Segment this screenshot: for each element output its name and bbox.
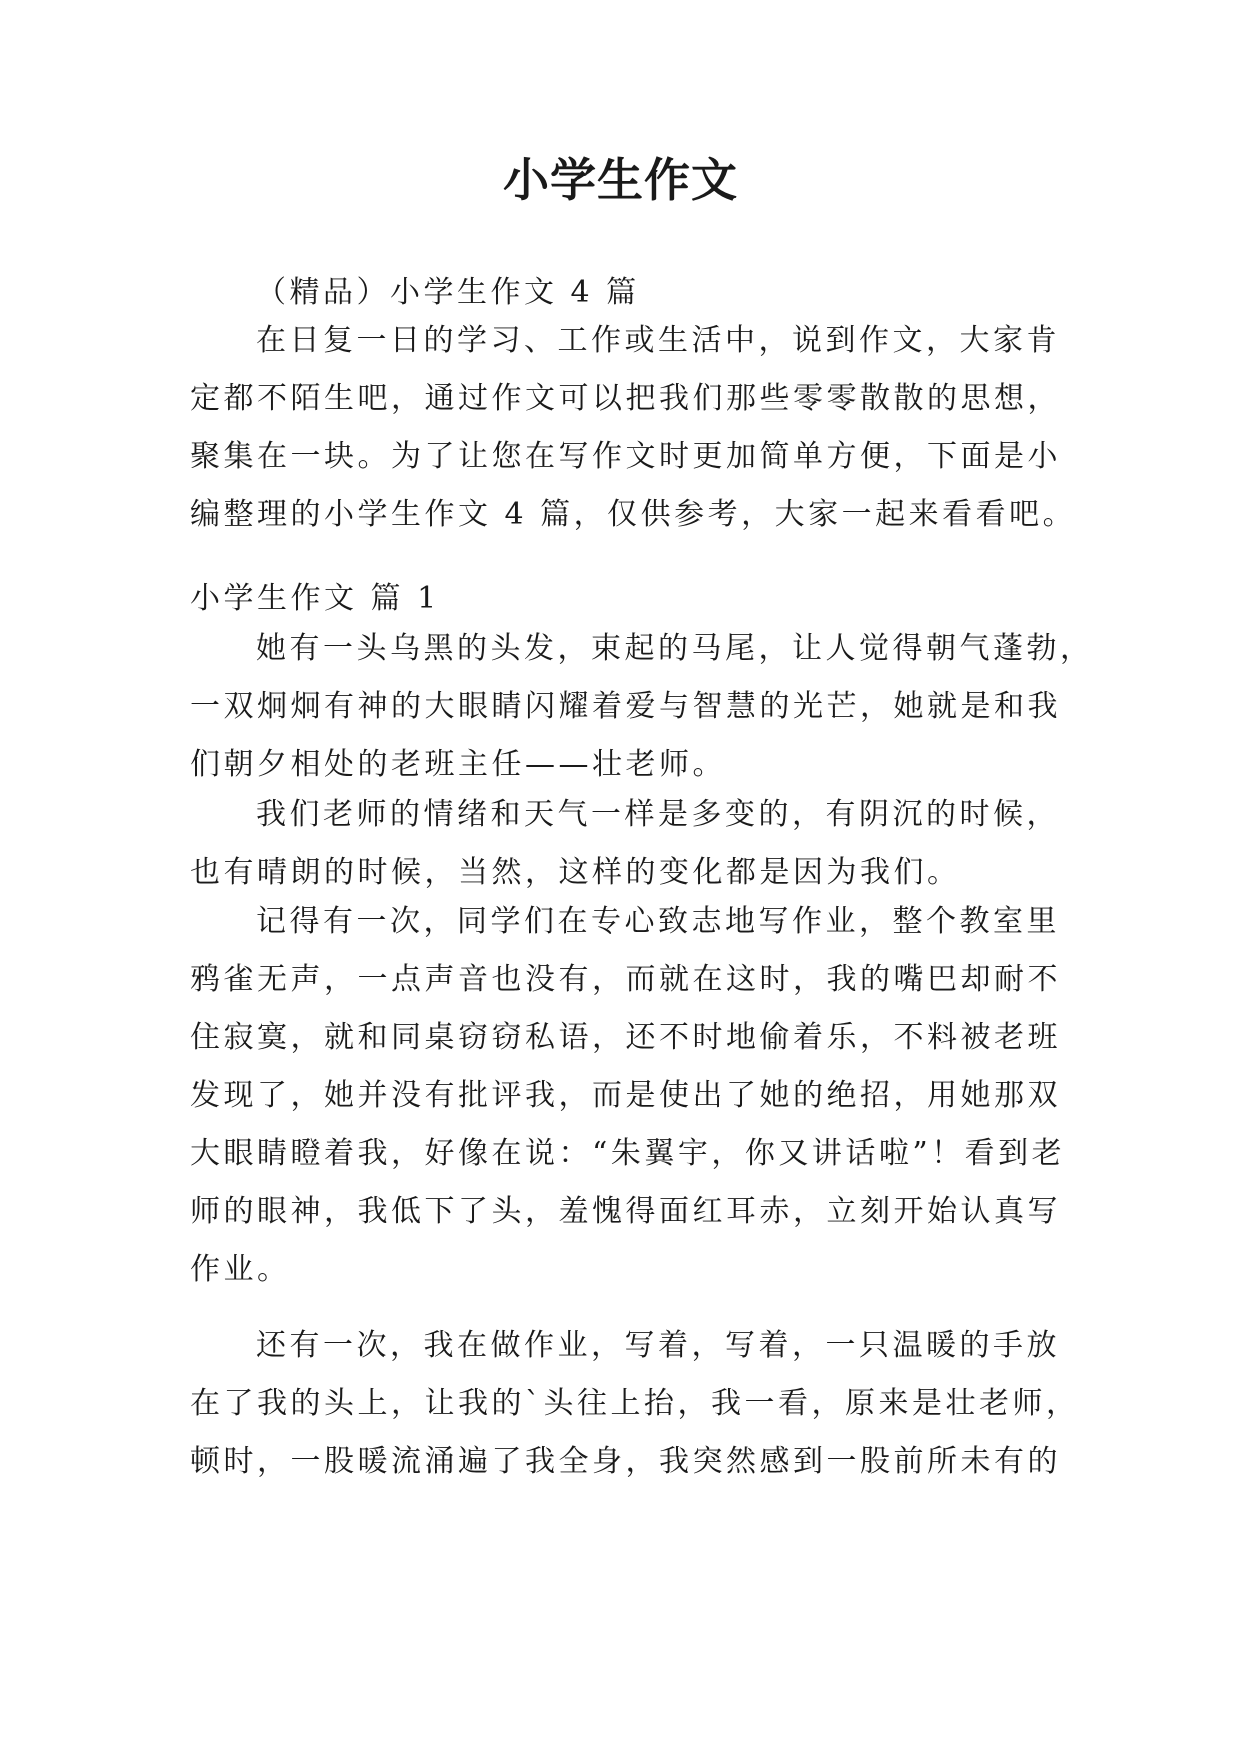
paragraph-line: 鸦雀无声，一点声音也没有，而就在这时，我的嘴巴却耐不 bbox=[190, 962, 1061, 997]
paragraph-line: 她有一头乌黑的头发，束起的马尾，让人觉得朝气蓬勃， bbox=[256, 631, 1094, 666]
document-title: 小学生作文 bbox=[503, 153, 738, 207]
body-paragraph-1 bbox=[190, 620, 1094, 794]
paragraph-line: 师的眼神，我低下了头，羞愧得面红耳赤，立刻开始认真写 bbox=[190, 1194, 1061, 1229]
paragraph-line: 也有晴朗的时候，当然，这样的变化都是因为我们。 bbox=[190, 855, 961, 890]
body-paragraph-2 bbox=[190, 786, 1070, 902]
intro-paragraph bbox=[190, 312, 1077, 544]
paragraph-line: 住寂寞，就和同桌窃窃私语，还不时地偷着乐，不料被老班 bbox=[190, 1020, 1061, 1055]
body-paragraph-3 bbox=[190, 893, 1070, 1299]
paragraph-line: 们朝夕相处的老班主任——壮老师。 bbox=[190, 747, 726, 782]
paragraph-line: 大眼睛瞪着我，好像在说：“朱翼宇，你又讲话啦”！看到老 bbox=[190, 1136, 1066, 1171]
paragraph-line: 我们老师的情绪和天气一样是多变的，有阴沉的时候， bbox=[256, 797, 1060, 832]
section-heading: 小学生作文 篇 1 bbox=[190, 581, 440, 616]
intro-line: 定都不陌生吧，通过作文可以把我们那些零零散散的思想， bbox=[190, 381, 1061, 416]
paragraph-line: 发现了，她并没有批评我，而是使出了她的绝招，用她那双 bbox=[190, 1078, 1061, 1113]
paragraph-line: 顿时，一股暖流涌遍了我全身，我突然感到一股前所未有的 bbox=[190, 1444, 1061, 1479]
paragraph-line: 记得有一次，同学们在专心致志地写作业，整个教室里 bbox=[256, 904, 1060, 939]
intro-line: 聚集在一块。为了让您在写作文时更加简单方便，下面是小 bbox=[190, 439, 1061, 474]
paragraph-line: 一双炯炯有神的大眼睛闪耀着爱与智慧的光芒，她就是和我 bbox=[190, 689, 1061, 724]
paragraph-line: 在了我的头上，让我的`头往上抬，我一看，原来是壮老师， bbox=[190, 1386, 1080, 1421]
paragraph-line: 还有一次，我在做作业，写着，写着，一只温暖的手放 bbox=[256, 1328, 1060, 1363]
body-paragraph-4 bbox=[190, 1317, 1080, 1491]
paragraph-line: 作业。 bbox=[190, 1252, 291, 1287]
intro-line: 在日复一日的学习、工作或生活中，说到作文，大家肯 bbox=[256, 323, 1060, 358]
intro-line: 编整理的小学生作文 4 篇，仅供参考，大家一起来看看吧。 bbox=[190, 497, 1077, 532]
subtitle-text: （精品）小学生作文 4 篇 bbox=[256, 275, 640, 310]
